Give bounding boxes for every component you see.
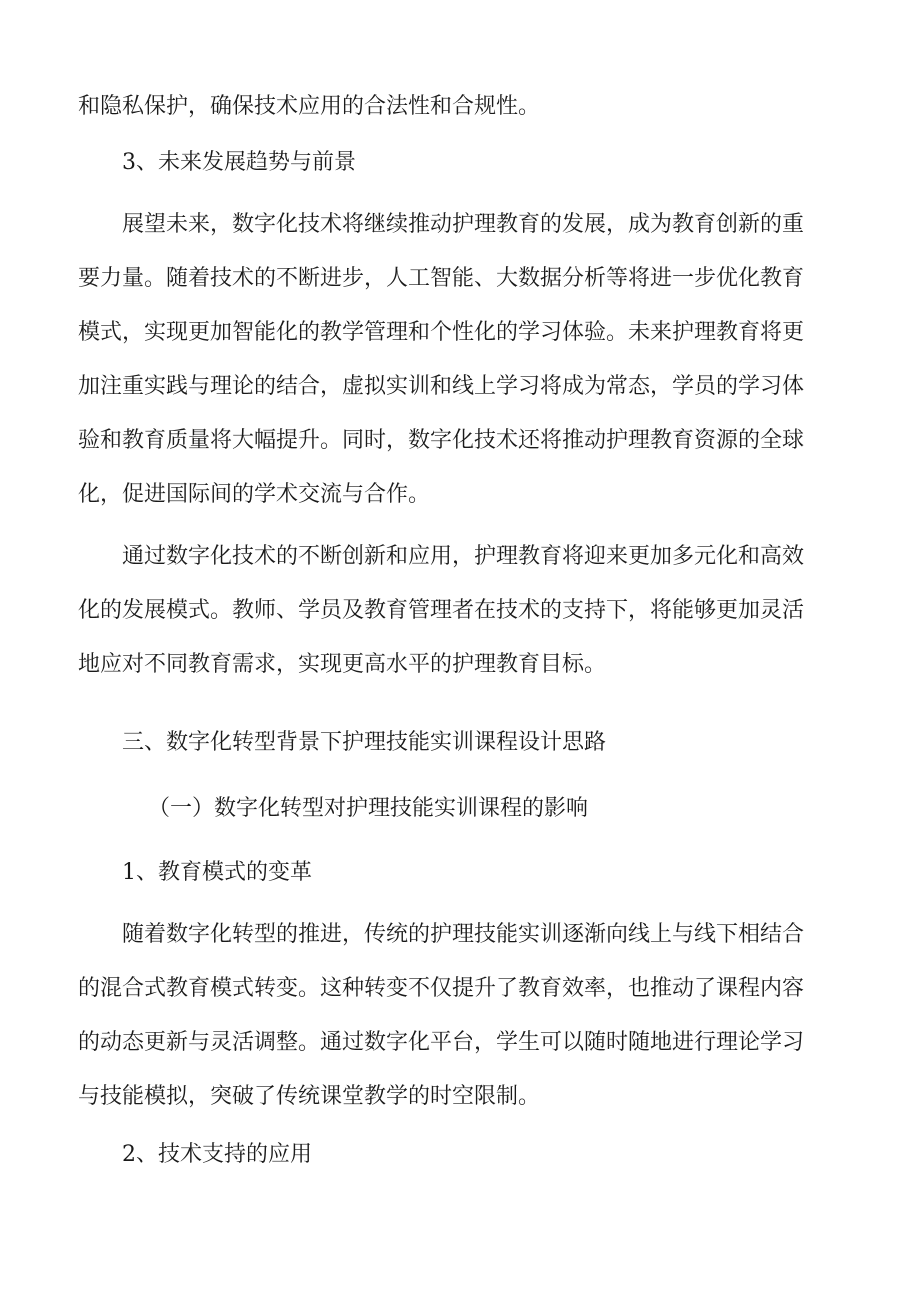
paragraph-line: 随着数字化转型的推进，传统的护理技能实训逐渐向线上与线下相结合 bbox=[122, 922, 805, 947]
paragraph-line: 化，促进国际间的学术交流与合作。 bbox=[78, 482, 431, 507]
paragraph-line: 模式，实现更加智能化的教学管理和个性化的学习体验。未来护理教育将更 bbox=[78, 320, 805, 345]
paragraph-line: 验和教育质量将大幅提升。同时，数字化技术还将推动护理教育资源的全球 bbox=[78, 428, 805, 453]
paragraph-line: 的混合式教育模式转变。这种转变不仅提升了教育效率，也推动了课程内容 bbox=[78, 976, 805, 1001]
section-heading: 1、教育模式的变革 bbox=[122, 860, 312, 885]
paragraph-line: 的动态更新与灵活调整。通过数字化平台，学生可以随时随地进行理论学习 bbox=[78, 1030, 805, 1055]
paragraph-line: 通过数字化技术的不断创新和应用，护理教育将迎来更加多元化和高效 bbox=[122, 544, 805, 569]
paragraph-line: 加注重实践与理论的结合，虚拟实训和线上学习将成为常态，学员的学习体 bbox=[78, 374, 805, 399]
section-heading: 3、未来发展趋势与前景 bbox=[122, 150, 356, 175]
paragraph-line: 展望未来，数字化技术将继续推动护理教育的发展，成为教育创新的重 bbox=[122, 212, 805, 237]
section-heading: 2、技术支持的应用 bbox=[122, 1142, 312, 1167]
paragraph-line: 和隐私保护，确保技术应用的合法性和合规性。 bbox=[78, 94, 541, 119]
paragraph-line: 与技能模拟，突破了传统课堂教学的时空限制。 bbox=[78, 1084, 541, 1109]
paragraph-line: 化的发展模式。教师、学员及教育管理者在技术的支持下，将能够更加灵活 bbox=[78, 598, 805, 623]
chapter-heading: 三、数字化转型背景下护理技能实训课程设计思路 bbox=[122, 730, 607, 755]
paragraph-line: 地应对不同教育需求，实现更高水平的护理教育目标。 bbox=[78, 652, 607, 677]
paragraph-line: 要力量。随着技术的不断进步，人工智能、大数据分析等将进一步优化教育 bbox=[78, 266, 805, 291]
subsection-heading: （一）数字化转型对护理技能实训课程的影响 bbox=[148, 796, 589, 821]
